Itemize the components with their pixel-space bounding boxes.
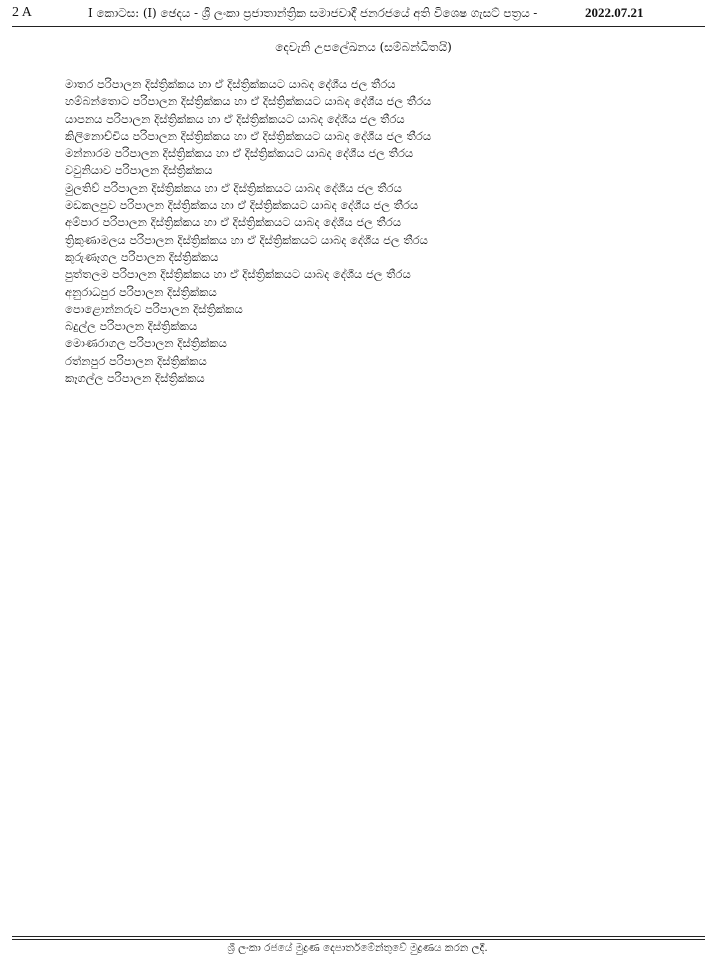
list-item: බදුල්ල පරිපාලන දිස්ත්‍රික්කය xyxy=(65,319,198,334)
district-list xyxy=(65,76,431,387)
list-item: මුලතිව් පරිපාලන දිස්ත්‍රික්කය හා ඒ දිස්ත්‍රික්කයට යාබද දේශීය ජල තීරය xyxy=(65,180,402,195)
schedule-title-text: දෙවැනි උපලේඛනය (සම්බන්ධිතයි) xyxy=(275,40,452,54)
list-item: වවුනියාව පරිපාලන දිස්ත්‍රික්කය xyxy=(65,163,213,178)
list-item: හම්බන්තොට පරිපාලන දිස්ත්‍රික්කය හා ඒ දිස්ත්‍රික්කයට යාබද දේශීය ජල තීරය xyxy=(65,94,432,109)
list-item: අනුරාධපුර පරිපාලන දිස්ත්‍රික්කය xyxy=(65,284,217,299)
header-divider xyxy=(12,26,705,27)
list-item: අම්පාර පරිපාලන දිස්ත්‍රික්කය හා ඒ දිස්ත්‍රික්කයට යාබද දේශීය ජල තීරය xyxy=(65,215,402,230)
footer-divider xyxy=(12,936,705,940)
list-item: පුත්තලම පරිපාලන දිස්ත්‍රික්කය හා ඒ දිස්ත්‍රික්කයට යාබද දේශීය ජල තීරය xyxy=(65,267,411,282)
list-item: මන්නාරම පරිපාලන දිස්ත්‍රික්කය හා ඒ දිස්ත්‍රික්කයට යාබද දේශීය ජල තීරය xyxy=(65,146,414,161)
printer-footer: ශ්‍රී ලංකා රජයේ මුද්‍රණ දෙපාර්තමේන්තුවේ මුද්‍රණය කරන ලදී. xyxy=(227,942,488,954)
gazette-header-title: I කොටස: (I) ඡෙදය - ශ්‍රී ලංකා ප්‍රජාතාන්ත්‍රික සමාජවාදී ජනරජයේ අති විශෙෂ ගැසට් පත්‍රය - xyxy=(88,6,538,20)
gazette-date: 2022.07.21 xyxy=(585,5,644,20)
page-number: 2 A xyxy=(12,5,32,20)
list-item: මඩකලපුව පරිපාලන දිස්ත්‍රික්කය හා ඒ දිස්ත්‍රික්කයට යාබද දේශීය ජල තීරය xyxy=(65,198,419,213)
list-item: ත්‍රිකුණාමලය පරිපාලන දිස්ත්‍රික්කය හා ඒ දිස්ත්‍රික්කයට යාබද දේශීය ජල තීරය xyxy=(65,232,428,247)
list-item: කෑගල්ල පරිපාලන දිස්ත්‍රික්කය xyxy=(65,371,205,386)
list-item: මොණරාගල පරිපාලන දිස්ත්‍රික්කය xyxy=(65,336,227,351)
schedule-title xyxy=(0,40,715,55)
list-item: යාපනය පරිපාලන දිස්ත්‍රික්කය හා ඒ දිස්ත්‍රික්කයට යාබද දේශීය ජල තීරය xyxy=(65,111,405,126)
list-item: මාතර පරිපාලන දිස්ත්‍රික්කය හා ඒ දිස්ත්‍රික්කයට යාබද දේශීය ජල තීරය xyxy=(65,77,396,91)
list-item: කිලිනොච්චිය පරිපාලන දිස්ත්‍රික්කය හා ඒ දිස්ත්‍රික්කයට යාබද දේශීය ජල තීරය xyxy=(65,128,432,143)
list-item: පොළොන්නරුව පරිපාලන දිස්ත්‍රික්කය xyxy=(65,301,243,316)
list-item: රත්නපුර පරිපාලන දිස්ත්‍රික්කය xyxy=(65,353,207,368)
list-item: කුරුණෑගල පරිපාලන දිස්ත්‍රික්කය xyxy=(65,249,219,264)
